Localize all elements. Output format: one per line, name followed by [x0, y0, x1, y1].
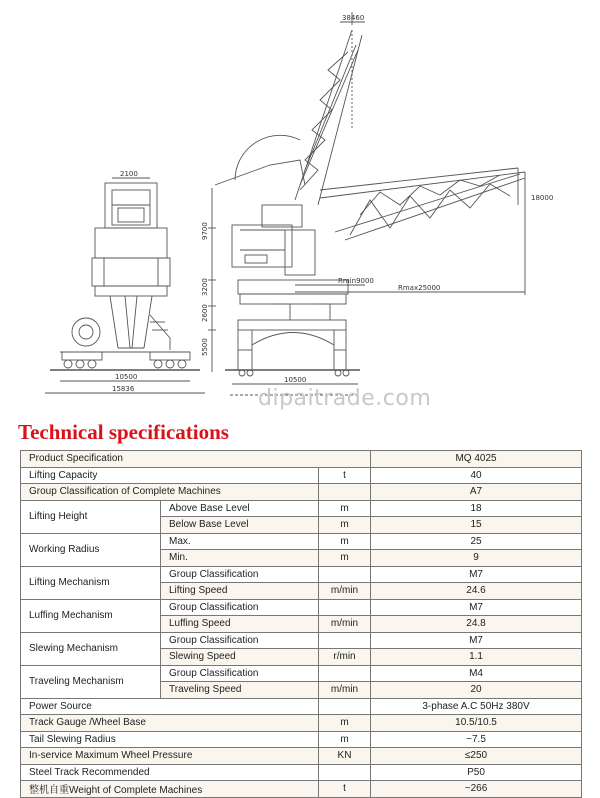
cell-label: Power Source [21, 698, 319, 715]
cell-value: ≤250 [371, 748, 582, 765]
cell-unit: m [319, 715, 371, 732]
dim-height-base: 5500 [201, 338, 209, 356]
cell-sub-label: Below Base Level [161, 517, 319, 534]
cell-sub-label: Group Classification [161, 566, 319, 583]
cell-value: P50 [371, 764, 582, 781]
cell-unit: m [319, 517, 371, 534]
table-row [21, 764, 582, 781]
cell-value: 24.8 [371, 616, 582, 633]
cell-unit: m [319, 533, 371, 550]
cell-unit: KN [319, 748, 371, 765]
table-row [21, 665, 582, 682]
cell-unit: m [319, 731, 371, 748]
cell-value: 10.5/10.5 [371, 715, 582, 732]
cell-unit [319, 665, 371, 682]
dim-height-portal: 2600 [201, 304, 209, 322]
table-row [21, 715, 582, 732]
cell-label: Product Specification [21, 451, 371, 468]
cell-unit: t [319, 781, 371, 798]
cell-value: M7 [371, 599, 582, 616]
dim-rmin: Rmin9000 [338, 277, 374, 285]
cell-label: Lifting Capacity [21, 467, 319, 484]
cell-sub-label: Above Base Level [161, 500, 319, 517]
table-row [21, 500, 582, 517]
table-row [21, 484, 582, 501]
cell-value: M7 [371, 632, 582, 649]
table-row [21, 451, 582, 468]
table-row [21, 467, 582, 484]
cell-sub-label: Group Classification [161, 599, 319, 616]
dim-height-boom: 9700 [201, 222, 209, 240]
cell-value: 15 [371, 517, 582, 534]
cell-sub-label: Luffing Speed [161, 616, 319, 633]
watermark: dipaitrade.com [258, 386, 432, 411]
table-row [21, 748, 582, 765]
page-title: Technical specifications [18, 420, 229, 444]
table-row [21, 698, 582, 715]
table-row [21, 731, 582, 748]
cell-sub-label: Lifting Speed [161, 583, 319, 600]
cell-unit [319, 698, 371, 715]
cell-label: In-service Maximum Wheel Pressure [21, 748, 319, 765]
cell-label: 整机自重Weight of Complete Machines [21, 781, 319, 798]
cell-sub-label: Traveling Speed [161, 682, 319, 699]
cell-label: Track Gauge /Wheel Base [21, 715, 319, 732]
spec-table [20, 450, 582, 798]
cell-unit [319, 599, 371, 616]
cell-group-label: Luffing Mechanism [21, 599, 161, 632]
cell-unit: m [319, 500, 371, 517]
cell-value: ~7.5 [371, 731, 582, 748]
cell-unit [319, 764, 371, 781]
cell-value: 18 [371, 500, 582, 517]
cell-value: 25 [371, 533, 582, 550]
cell-value: ~266 [371, 781, 582, 798]
cell-value: 1.1 [371, 649, 582, 666]
cell-sub-label: Slewing Speed [161, 649, 319, 666]
cell-label: Group Classification of Complete Machines [21, 484, 319, 501]
cell-sub-label: Min. [161, 550, 319, 567]
dim-top-height: 38460 [342, 14, 365, 22]
cell-sub-label: Group Classification [161, 632, 319, 649]
dim-side-base-inner: 10500 [115, 373, 138, 381]
cell-unit: m/min [319, 616, 371, 633]
cell-group-label: Working Radius [21, 533, 161, 566]
cell-sub-label: Group Classification [161, 665, 319, 682]
dim-side-base-outer: 15836 [112, 385, 135, 393]
cell-label: Steel Track Recommended [21, 764, 319, 781]
cell-unit: r/min [319, 649, 371, 666]
dim-front-base: 10500 [284, 376, 307, 384]
cell-value: 24.6 [371, 583, 582, 600]
cell-unit: t [319, 467, 371, 484]
table-row [21, 632, 582, 649]
dim-side-width: 2100 [120, 170, 138, 178]
dim-hook-height: 18000 [531, 194, 554, 202]
cell-value: MQ 4025 [371, 451, 582, 468]
cell-value: M4 [371, 665, 582, 682]
cell-group-label: Lifting Mechanism [21, 566, 161, 599]
cell-unit: m/min [319, 583, 371, 600]
cell-group-label: Slewing Mechanism [21, 632, 161, 665]
cell-unit [319, 632, 371, 649]
table-row [21, 599, 582, 616]
cell-value: 3-phase A.C 50Hz 380V [371, 698, 582, 715]
dim-rmax: Rmax25000 [398, 284, 441, 292]
table-row [21, 566, 582, 583]
cell-value: 40 [371, 467, 582, 484]
cell-sub-label: Max. [161, 533, 319, 550]
cell-value: A7 [371, 484, 582, 501]
cell-value: 20 [371, 682, 582, 699]
table-row [21, 781, 582, 798]
cell-value: M7 [371, 566, 582, 583]
side-view [45, 178, 205, 393]
cell-group-label: Lifting Height [21, 500, 161, 533]
cell-group-label: Traveling Mechanism [21, 665, 161, 698]
dim-height-cabin: 3200 [201, 278, 209, 296]
cell-label: Tail Slewing Radius [21, 731, 319, 748]
front-view [208, 12, 525, 395]
cell-unit: m/min [319, 682, 371, 699]
cell-unit [319, 484, 371, 501]
cell-unit: m [319, 550, 371, 567]
cell-value: 9 [371, 550, 582, 567]
cell-unit [319, 566, 371, 583]
table-row [21, 533, 582, 550]
